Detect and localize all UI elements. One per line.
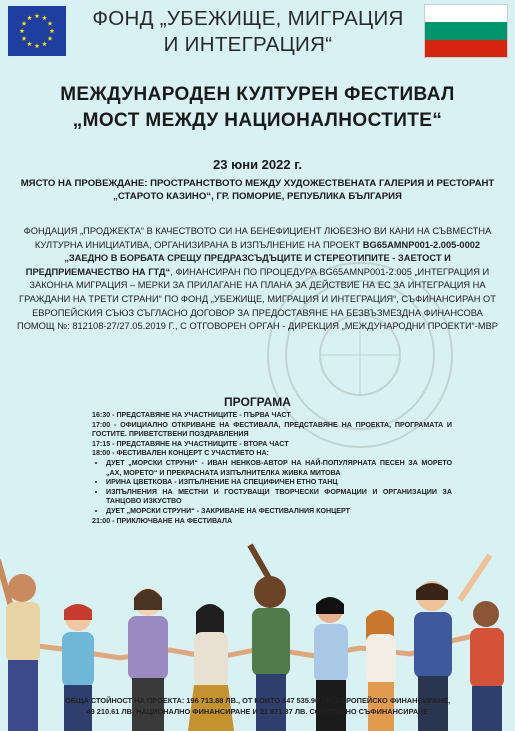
program-bullet: • ДУЕТ „МОРСКИ СТРУНИ“ - ЗАКРИВАНЕ НА ФЕСТИВАЛНИЯ КОНЦЕРТ [106,507,452,517]
project-name: BG65AMNP001-2.005-0002 „ЗАЕДНО В БОРБАТА СРЕЩУ ПРЕДРАЗСЪДЪЦИТЕ И СТЕРЕОТИПИТЕ - ЗАЕТОСТ И ПРЕДПРИЕМАЧЕСТВО НА ГТД“ [25,239,481,277]
program-item: 16:30 - ПРЕДСТАВЯНЕ НА УЧАСТНИЦИТЕ - ПЪРВА ЧАСТ [92,411,291,419]
bulgarian-flag-icon [424,4,508,58]
program-bullet: • ИЗПЪЛНЕНИЯ НА МЕСТНИ И ГОСТУВАЩИ ТВОРЧЕСКИ ФОРМАЦИИ И ОРГАНИЗАЦИИ ЗА ТАНЦОВО ИЗКУСТВО [106,488,452,507]
program-bullet: • ДУЕТ „МОРСКИ СТРУНИ“ - ИВАН НЕНКОВ-АВТОР НА НАЙ-ПОПУЛЯРНАТА ПЕСЕН ЗА МОРЕТО „АХ, МОРЕТО“ И ПРЕКРАСНАТА ИЗПЪЛНИТЕЛКА ЖИВКА МИТОВА [106,459,452,478]
program-item: 17:00 - ОФИЦИАЛНО ОТКРИВАНЕ НА ФЕСТИВАЛА, ПРЕДСТАВЯНЕ НА ПРОЕКТА, ПРОГРАМАТА И ГОСТИТЕ. ПРИВЕТСТВЕНИ ПОЗДРАВЛЕНИЯ [92,420,452,439]
project-funding-footer: ОБЩА СТОЙНОСТ НА ПРОЕКТА: 196 713.88 ЛВ., ОТ КОИТО 147 535.90 ЛВ. ЕВРОПЕЙСКО ФИНАНСИРАНЕ, 49 210.61 ЛВ. НАЦИОНАЛНО ФИНАНСИРАНЕ И 21 871.37 ЛВ. СОБСТВЕНО СЪФИНАНСИРАНЕ [64,696,451,716]
program-bullet: • ИРИНА ЦВЕТКОВА - ИЗПЪЛНЕНИЕ НА СПЕЦИФИЧЕН ЕТНО ТАНЦ [106,478,452,488]
event-date: 23 юни 2022 г. [213,157,302,172]
program-item: 21:00 - ПРИКЛЮЧВАНЕ НА ФЕСТИВАЛА [92,516,233,525]
eu-flag-icon [8,6,66,56]
fund-title: ФОНД „УБЕЖИЩЕ, МИГРАЦИЯ И ИНТЕГРАЦИЯ“ [92,7,404,56]
program-list [92,411,452,526]
event-venue: МЯСТО НА ПРОВЕЖДАНЕ: ПРОСТРАНСТВОТО МЕЖДУ ХУДОЖЕСТВЕНАТА ГАЛЕРИЯ И РЕСТОРАНТ „СТАРОТО КАЗИНО“, ГР. ПОМОРИЕ, РЕПУБЛИКА БЪЛГАРИЯ [20,178,495,202]
program-item: 17:15 - ПРЕДСТАВЯНЕ НА УЧАСТНИЦИТЕ - ВТОРА ЧАСТ [92,439,289,448]
festival-title: МЕЖДУНАРОДЕН КУЛТУРЕН ФЕСТИВАЛ „МОСТ МЕЖДУ НАЦИОНАЛНОСТИТЕ“ [60,84,455,131]
invitation-text: ФОНДАЦИЯ „ПРОДЖЕКТА“ В КАЧЕСТВОТО СИ НА БЕНЕФИЦИЕНТ ЛЮБЕЗНО ВИ КАНИ НА СЪВМЕСТНА КУЛТУРНА ИНИЦИАТИВА, ОРГАНИЗИРАНА В ИЗПЪЛНЕНИЕ НА ПРОЕКТ BG65AMNP001-2.005-0002 „ЗАЕДНО В БОРБАТА СРЕЩУ ПРЕДРАЗСЪДЪЦИТЕ И СТЕРЕОТИПИТЕ - ЗАЕТОСТ И ПРЕДПРИЕМАЧЕСТВО НА ГТД“, ФИНАНСИРАН ПО ПРОЦЕДУРА BG65AMNP001-2.005 „ИНТЕГРАЦИЯ И ЗАКОННА МИГРАЦИЯ – МЕРКИ ЗА ПРИЛАГАНЕ НА ПЛАНА ЗА ДЕЙСТВИЕ НА ЕС ЗА ИНТЕГРАЦИЯ НА ГРАЖДАНИ НА ТРЕТИ СТРАНИ“ ПО ФОНД „УБЕЖИЩЕ, МИГРАЦИЯ И ИНТЕГРАЦИЯ“, СЪФИНАНСИРАН ОТ ЕВРОПЕЙСКИЯ СЪЮЗ СЪГЛАСНО ДОГОВОР ЗА ПРЕДОСТАВЯНЕ НА БЕЗВЪЗМЕЗДНА ФИНАНСОВА ПОМОЩ №: 812108-27/27.05.2019 Г., С ОТГОВОРЕН ОРГАН - ДИРЕКЦИЯ „МЕЖДУНАРОДНИ ПРОЕКТИ“-МВР [17,226,498,332]
program-item: 18:00 - ФЕСТИВАЛЕН КОНЦЕРТ С УЧАСТИЕТО НА: [92,449,270,458]
program-title: ПРОГРАМА [224,395,291,409]
